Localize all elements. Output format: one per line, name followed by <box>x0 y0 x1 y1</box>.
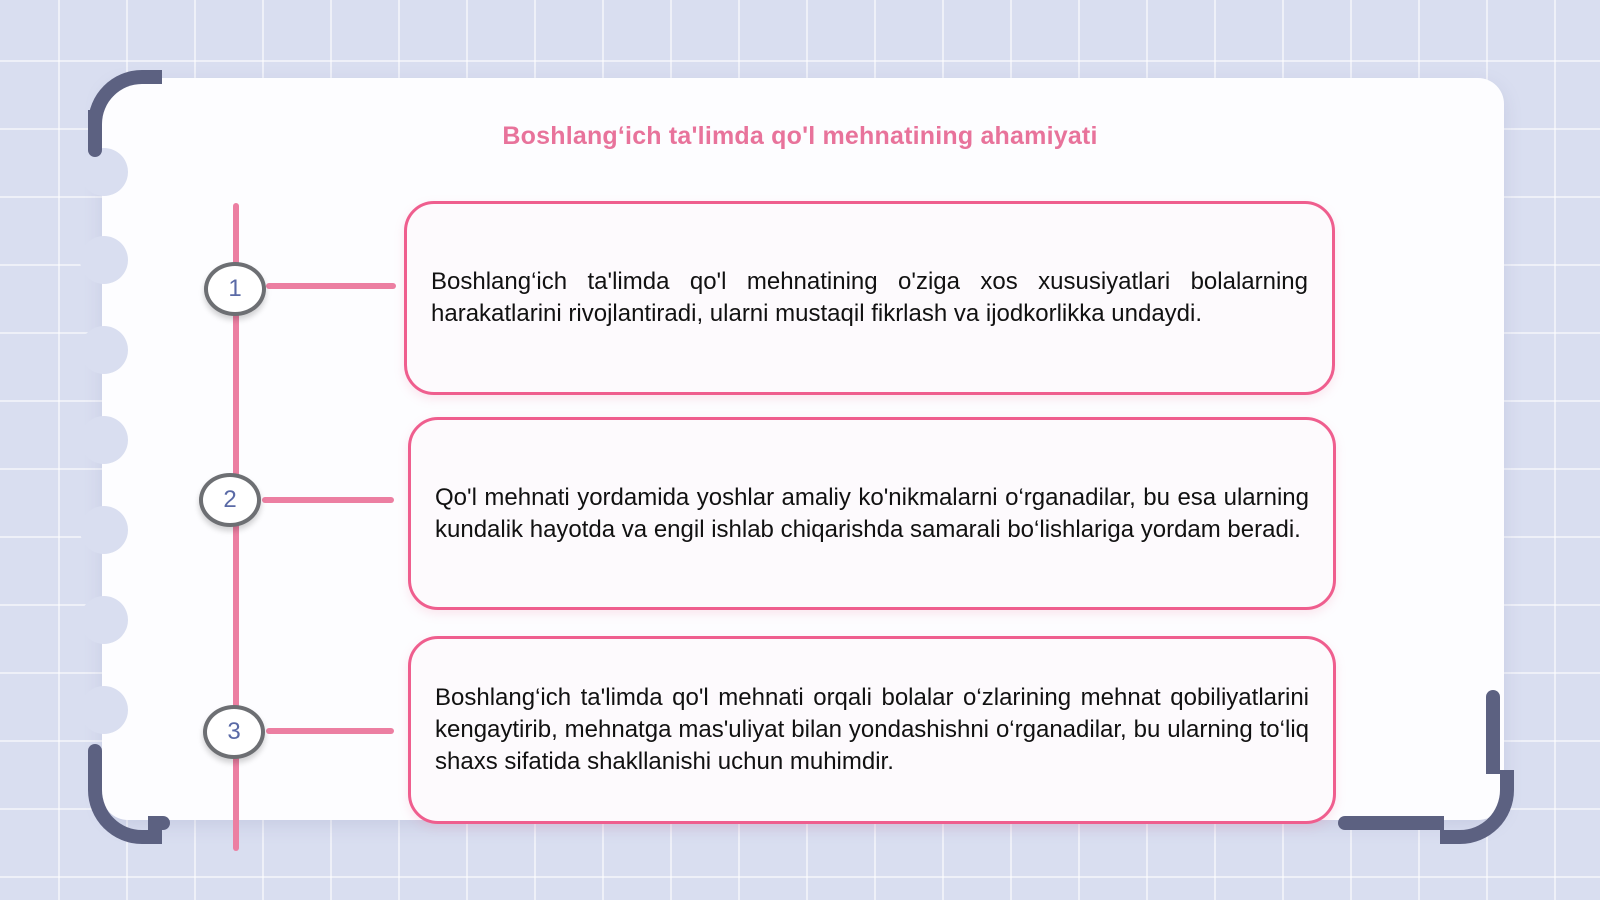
corner-bracket-bottom-right <box>1338 816 1444 830</box>
card-notch <box>80 236 128 284</box>
step-1-text: Boshlang‘ich ta'limda qo'l mehnatining o'ziga xos xususiyatlari bolalarning harakatlarini rivojlantiradi, ularni mustaqil fikrlash va ijodkorlikka undaydi. <box>431 268 1308 327</box>
card-notch <box>80 686 128 734</box>
step-3-text: Boshlang‘ich ta'limda qo'l mehnati orqali bolalar o‘zlarining mehnat qobiliyatlarini kengaytirib, mehnatga mas'uliyat bilan yondashishni o‘rganadilar, bu ularning to‘liq shaxs sifatida shakllanishi uchun muhimdir. <box>435 684 1309 775</box>
step-1-text-box <box>404 201 1335 395</box>
step-1-connector <box>266 283 396 289</box>
step-1-number: 1 <box>228 275 242 302</box>
step-1-number-badge <box>204 262 266 316</box>
corner-bracket-bottom-left <box>88 744 102 774</box>
slide-title: Boshlang‘ich ta'limda qo'l mehnatining ahamiyati <box>502 122 1098 150</box>
corner-bracket-bottom-right <box>1486 690 1500 774</box>
step-2-connector <box>262 497 394 503</box>
card-notch <box>80 326 128 374</box>
card-notch <box>80 416 128 464</box>
card-notch <box>80 596 128 644</box>
corner-bracket-bottom-left <box>88 770 162 844</box>
step-3-connector <box>266 728 394 734</box>
card-notch <box>80 506 128 554</box>
corner-bracket-bottom-left <box>148 816 170 830</box>
card-notch <box>80 148 128 196</box>
step-2-number: 2 <box>223 486 237 513</box>
step-2-text: Qo'l mehnati yordamida yoshlar amaliy ko'nikmalarni o‘rganadilar, bu esa ularning kundalik hayotda va engil ishlab chiqarishda samarali bo‘lishlariga yordam beradi. <box>435 483 1309 543</box>
step-2-number-badge <box>199 473 261 527</box>
step-2-text-box <box>408 417 1336 610</box>
step-3-number: 3 <box>227 718 241 745</box>
corner-bracket-bottom-right <box>1440 770 1514 844</box>
step-3-number-badge <box>203 705 265 759</box>
step-3-text-box <box>408 636 1336 824</box>
